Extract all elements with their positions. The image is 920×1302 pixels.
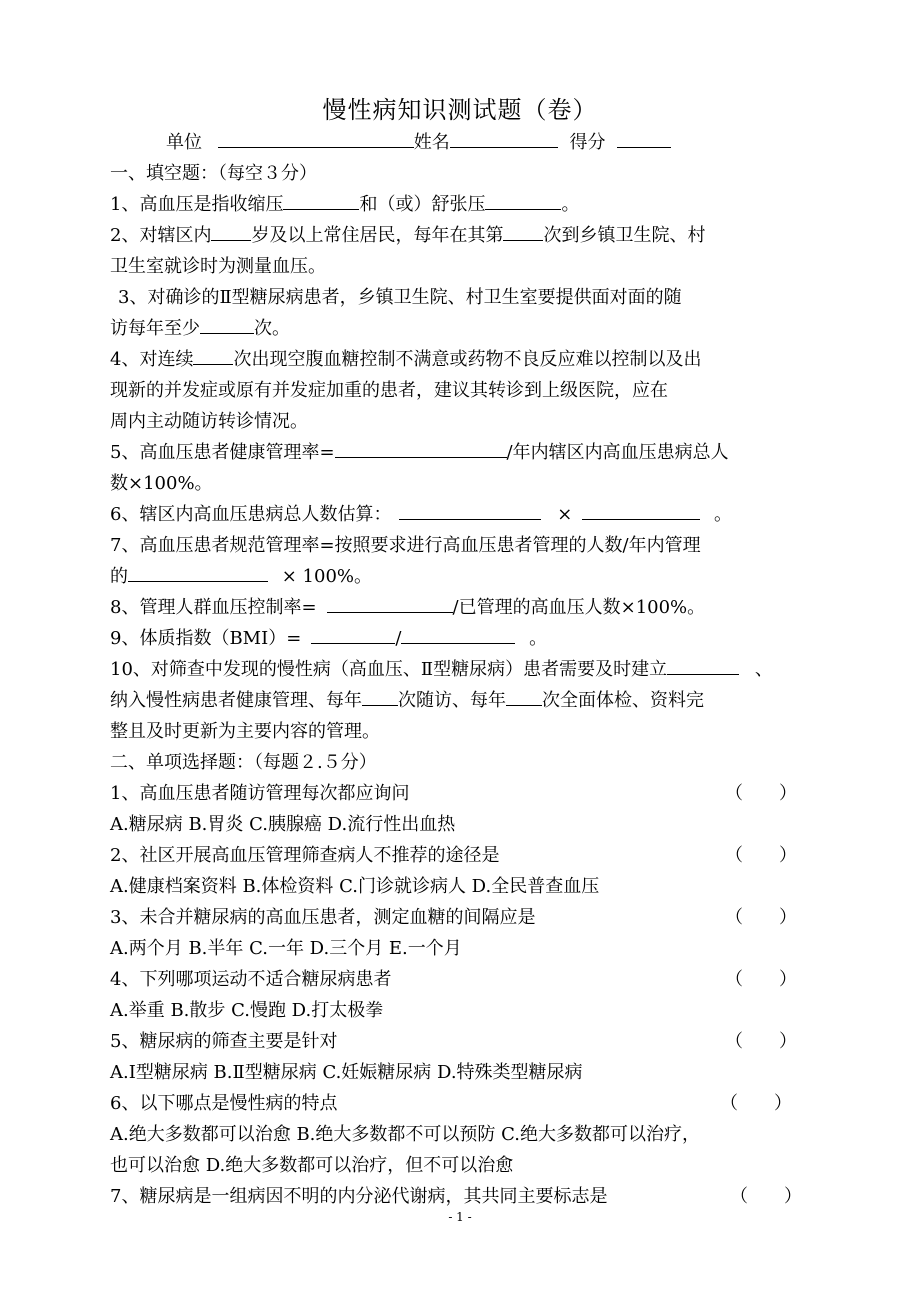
score-blank[interactable]	[617, 129, 671, 148]
q10-text-b: 、	[754, 659, 773, 680]
q10-text-a: 10、对筛查中发现的慢性病（高血压、Ⅱ型糖尿病）患者需要及时建立	[110, 659, 668, 680]
q4-text-b: 次出现空腹血糖控制不满意或药物不良反应难以控制以及出	[233, 349, 702, 370]
mc-answer-6[interactable]: （ ）	[720, 1093, 792, 1114]
q2-line-2: 卫生室就诊时为测量血压。	[110, 256, 326, 277]
page-number: - 1 -	[448, 1210, 472, 1224]
unit-label: 单位	[166, 132, 202, 153]
q1-line	[110, 189, 820, 220]
q7-blank-1[interactable]	[128, 563, 268, 582]
q3-text-a: 访每年至少	[110, 318, 200, 339]
mc-question-2-text: 2、社区开展高血压管理筛查病人不推荐的途径是	[110, 845, 500, 866]
q10-text-l2b: 次随访、每年	[398, 690, 506, 711]
q9-text-a: 9、体质指数（BMI）=	[110, 628, 302, 649]
score-label: 得分	[569, 132, 606, 153]
mc-answer-5[interactable]: （ ）	[725, 1031, 797, 1052]
q1-blank-2[interactable]	[485, 191, 561, 210]
q7-text-b: × 100%。	[281, 566, 372, 587]
q4-line	[110, 344, 820, 375]
mc-question-1-text: 1、高血压患者随访管理每次都应询问	[110, 783, 410, 804]
q2-text-a: 2、对辖区内	[110, 225, 212, 246]
q6-blank-1[interactable]	[399, 501, 541, 520]
q8-text-b: /已管理的高血压人数×100%。	[452, 597, 706, 618]
q2-blank-2[interactable]	[503, 222, 543, 241]
q9-line	[110, 623, 820, 654]
q10-blank-3[interactable]	[506, 687, 542, 706]
q7-line: 7、高血压患者规范管理率=按照要求进行高血压患者管理的人数/年内管理	[110, 535, 701, 556]
mc-question-5	[110, 1026, 820, 1057]
mc-question-4-text: 4、下列哪项运动不适合糖尿病患者	[110, 969, 392, 990]
q6-line	[110, 499, 820, 530]
mc-answer-2[interactable]: （ ）	[725, 845, 797, 866]
q4-text-a: 4、对连续	[110, 349, 194, 370]
q6-text-a: 6、辖区内高血压患病总人数估算：	[110, 504, 392, 525]
q5-text-a: 5、高血压患者健康管理率=	[110, 442, 335, 463]
q10-blank-1[interactable]	[667, 656, 739, 675]
section1-heading: 一、填空题：（每空３分）	[110, 163, 317, 184]
q3-text-b: 次。	[254, 318, 290, 339]
q8-line	[110, 592, 820, 623]
q6-blank-2[interactable]	[582, 501, 700, 520]
q8-blank-1[interactable]	[327, 594, 453, 613]
unit-blank[interactable]	[218, 129, 414, 148]
header-info	[166, 128, 671, 154]
mc-question-7-text: 7、糖尿病是一组病因不明的内分泌代谢病，其共同主要标志是	[110, 1186, 608, 1207]
q9-blank-1[interactable]	[311, 625, 395, 644]
section2-heading: 二、单项选择题：（每题２.５分）	[110, 752, 377, 773]
name-label: 姓名	[413, 132, 450, 153]
mc-question-7	[110, 1181, 820, 1212]
q5-line	[110, 437, 820, 468]
mc-question-2	[110, 840, 820, 871]
q5-blank-1[interactable]	[335, 439, 507, 458]
q5-line-2: 数×100%。	[110, 473, 213, 494]
q1-text-a: 1、高血压是指收缩压	[110, 194, 284, 215]
q3-line: 3、对确诊的Ⅱ型糖尿病患者，乡镇卫生院、村卫生室要提供面对面的随	[118, 287, 682, 308]
mc-options-1: A.糖尿病 B.胃炎 C.胰腺癌 D.流行性出血热	[110, 814, 456, 835]
mc-options-6: A.绝大多数都可以治愈 B.绝大多数都不可以预防 C.绝大多数都可以治疗，	[110, 1124, 700, 1145]
q1-text-b: 和（或）舒张压	[359, 194, 486, 215]
q9-blank-2[interactable]	[401, 625, 515, 644]
q10-blank-2[interactable]	[362, 687, 398, 706]
q9-text-b: /	[395, 628, 402, 649]
mc-options-6-line-2: 也可以治愈 D.绝大多数都可以治疗，但不可以治愈	[110, 1155, 514, 1176]
q2-text-c: 次到乡镇卫生院、村	[543, 225, 706, 246]
q1-blank-1[interactable]	[283, 191, 359, 210]
q4-line-3: 周内主动随访转诊情况。	[110, 411, 308, 432]
mc-question-1	[110, 778, 820, 809]
q4-line-2: 现新的并发症或原有并发症加重的患者，建议其转诊到上级医院，应在	[110, 380, 668, 401]
mc-answer-1[interactable]: （ ）	[725, 783, 797, 804]
q2-text-b: 岁及以上常住居民，每年在其第	[251, 225, 504, 246]
q3-line-2	[110, 313, 820, 344]
mc-answer-3[interactable]: （ ）	[725, 907, 797, 928]
page-title: 慢性病知识测试题（卷）	[322, 96, 598, 124]
q10-text-l2a: 纳入慢性病患者健康管理、每年	[110, 690, 362, 711]
q9-text-c: 。	[529, 628, 548, 649]
q7-line-2	[110, 561, 820, 592]
q6-text-c: 。	[714, 504, 733, 525]
q6-text-b: ×	[557, 504, 573, 525]
q8-text-a: 8、管理人群血压控制率=	[110, 597, 317, 618]
mc-answer-4[interactable]: （ ）	[725, 969, 797, 990]
mc-options-3: A.两个月 B.半年 C.一年 D.三个月 E.一个月	[110, 938, 462, 959]
q10-line-2	[110, 685, 820, 716]
q10-text-l2c: 次全面体检、资料完	[542, 690, 704, 711]
q10-line	[110, 654, 820, 685]
q2-line	[110, 220, 820, 251]
mc-question-6-text: 6、以下哪点是慢性病的特点	[110, 1093, 338, 1114]
q2-blank-1[interactable]	[211, 222, 251, 241]
exam-content	[110, 158, 820, 1212]
mc-question-6	[110, 1088, 820, 1119]
mc-question-3-text: 3、未合并糖尿病的高血压患者，测定血糖的间隔应是	[110, 907, 536, 928]
q3-blank-1[interactable]	[200, 315, 254, 334]
q4-blank-1[interactable]	[193, 346, 233, 365]
q5-text-b: /年内辖区内高血压患病总人	[506, 442, 729, 463]
name-blank[interactable]	[450, 129, 558, 148]
mc-answer-7[interactable]: （ ）	[730, 1186, 802, 1207]
mc-options-4: A.举重 B.散步 C.慢跑 D.打太极拳	[110, 1000, 384, 1021]
mc-options-2: A.健康档案资料 B.体检资料 C.门诊就诊病人 D.全民普查血压	[110, 876, 600, 897]
q10-line-3: 整且及时更新为主要内容的管理。	[110, 721, 380, 742]
mc-question-5-text: 5、糖尿病的筛查主要是针对	[110, 1031, 338, 1052]
q1-text-c: 。	[561, 194, 580, 215]
q7-text-a: 的	[110, 566, 128, 587]
mc-question-3	[110, 902, 820, 933]
mc-question-4	[110, 964, 820, 995]
mc-options-5: A.Ⅰ型糖尿病 B.Ⅱ型糖尿病 C.妊娠糖尿病 D.特殊类型糖尿病	[110, 1062, 583, 1083]
